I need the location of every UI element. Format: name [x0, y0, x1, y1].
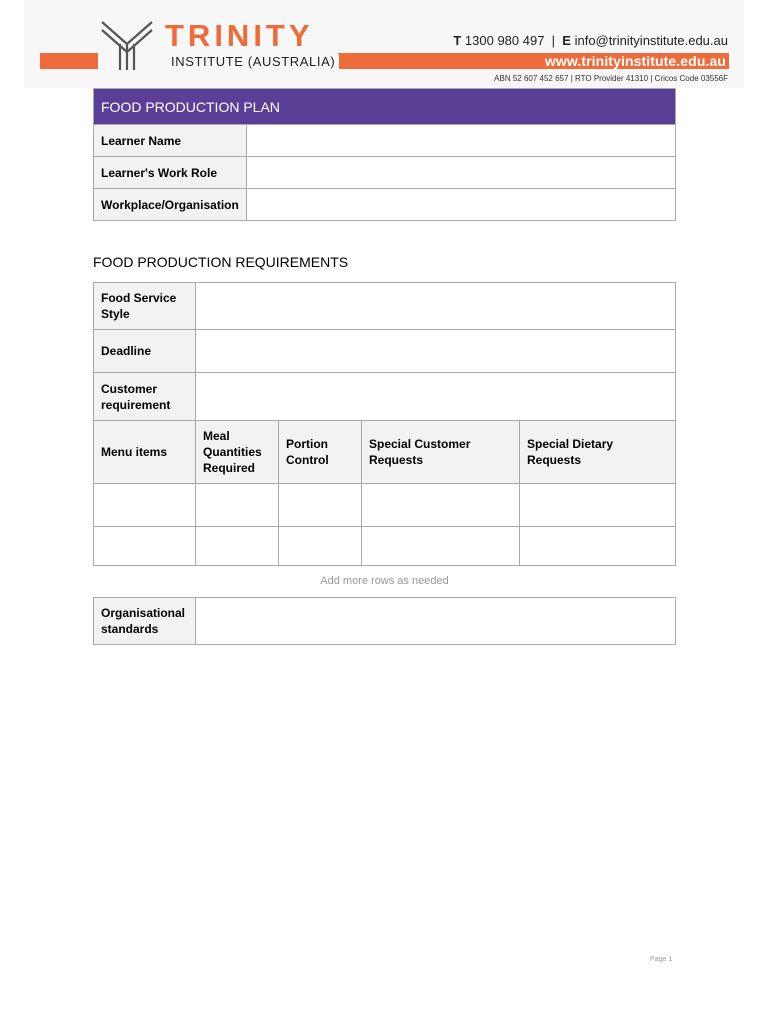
add-rows-note: Add more rows as needed	[320, 575, 449, 587]
trinity-logo-icon	[100, 18, 154, 72]
organisational-standards-field[interactable]	[196, 598, 676, 645]
learner-name-label: Learner Name	[94, 125, 247, 157]
special-customer-request-cell[interactable]	[362, 527, 520, 566]
portion-control-cell[interactable]	[279, 484, 362, 527]
contact-separator: |	[551, 33, 556, 48]
meal-quantities-header: Meal Quantities Required	[196, 421, 279, 484]
table-row	[94, 598, 676, 645]
work-role-label: Learner's Work Role	[94, 157, 247, 189]
accent-bar-left	[40, 53, 98, 69]
plan-title: FOOD PRODUCTION PLAN	[94, 89, 676, 125]
customer-requirement-field[interactable]	[196, 373, 676, 421]
special-dietary-requests-header: Special Dietary Requests	[520, 421, 676, 484]
meal-quantity-cell[interactable]	[196, 484, 279, 527]
phone-label: T	[453, 33, 462, 48]
menu-item-cell[interactable]	[94, 484, 196, 527]
brand-subtitle: INSTITUTE (AUSTRALIA)	[171, 54, 339, 70]
page-number: Page 1	[650, 956, 673, 963]
food-production-requirements-table	[93, 282, 676, 566]
table-row	[94, 484, 676, 527]
work-role-field[interactable]	[246, 157, 675, 189]
table-row	[94, 157, 676, 189]
menu-items-header: Menu items	[94, 421, 196, 484]
website-url: www.trinityinstitute.edu.au	[544, 53, 726, 69]
workplace-field[interactable]	[246, 189, 675, 221]
organisational-standards-table	[93, 597, 676, 645]
table-row	[94, 189, 676, 221]
requirements-heading: FOOD PRODUCTION REQUIREMENTS	[93, 254, 349, 270]
brand-name: TRINITY	[165, 18, 314, 53]
food-production-plan-table	[93, 88, 676, 221]
food-service-style-field[interactable]	[196, 283, 676, 330]
registration-separator: |	[650, 74, 653, 83]
column-header-row	[94, 421, 676, 484]
workplace-label: Workplace/Organisation	[94, 189, 247, 221]
portion-control-header: Portion Control	[279, 421, 362, 484]
email-address: info@trinityinstitute.edu.au	[574, 33, 728, 48]
table-row	[94, 373, 676, 421]
deadline-field[interactable]	[196, 330, 676, 373]
email-label: E	[562, 33, 571, 48]
rto-provider: RTO Provider 41310	[575, 74, 649, 83]
table-row	[94, 527, 676, 566]
contact-line	[453, 32, 728, 50]
organisational-standards-label: Organisational standards	[94, 598, 196, 645]
table-row	[94, 125, 676, 157]
special-dietary-request-cell[interactable]	[520, 527, 676, 566]
abn-number: ABN 52 607 452 657	[494, 74, 569, 83]
table-row	[94, 330, 676, 373]
portion-control-cell[interactable]	[279, 527, 362, 566]
registration-separator: |	[570, 74, 573, 83]
customer-requirement-label: Customer requirement	[94, 373, 196, 421]
cricos-code: Cricos Code 03556F	[654, 74, 728, 83]
learner-name-field[interactable]	[246, 125, 675, 157]
registration-line	[494, 74, 728, 84]
food-service-style-label: Food Service Style	[94, 283, 196, 330]
special-customer-requests-header: Special Customer Requests	[362, 421, 520, 484]
meal-quantity-cell[interactable]	[196, 527, 279, 566]
special-dietary-request-cell[interactable]	[520, 484, 676, 527]
special-customer-request-cell[interactable]	[362, 484, 520, 527]
phone-number: 1300 980 497	[464, 33, 545, 48]
menu-item-cell[interactable]	[94, 527, 196, 566]
deadline-label: Deadline	[94, 330, 196, 373]
table-row	[94, 283, 676, 330]
